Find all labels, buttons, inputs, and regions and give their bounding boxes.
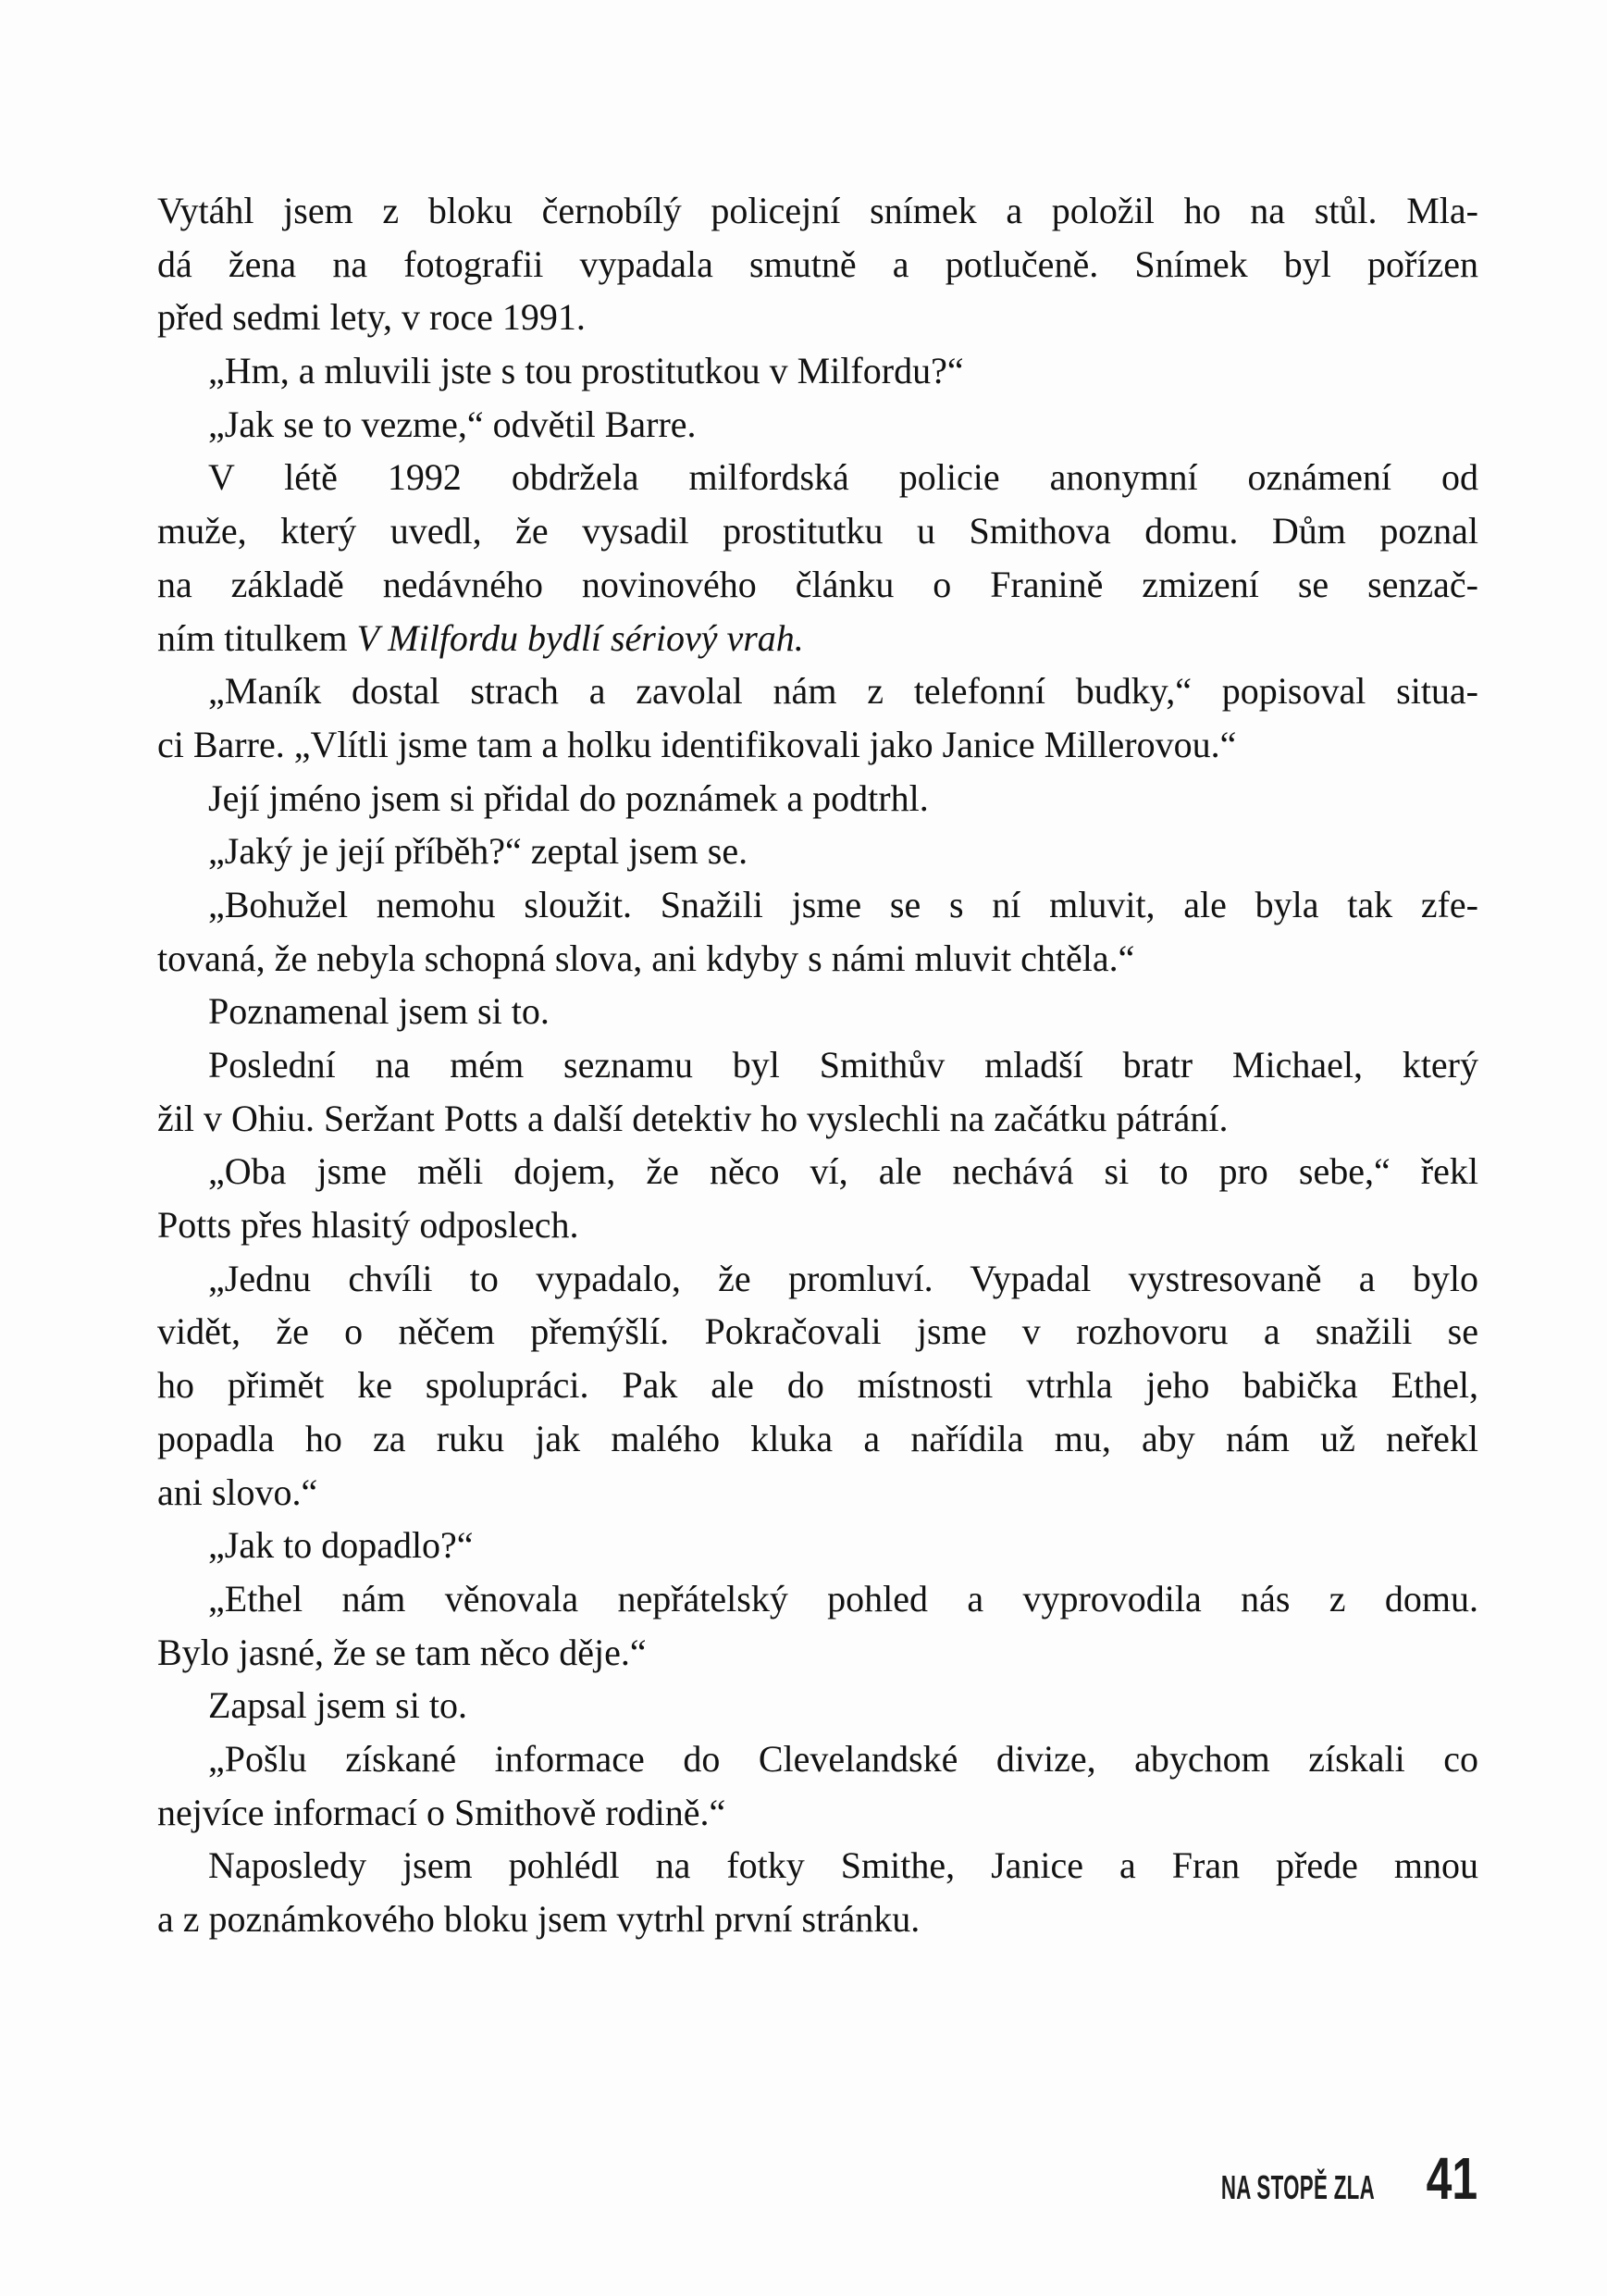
text-segment: „Hm, a mluvili jste s tou prostitutkou v Milfordu?“ — [208, 350, 964, 392]
text-line — [157, 718, 1478, 772]
text-segment: Naposledy jsem pohlédl na fotky Smithe, Janice a Fran přede mnou — [208, 1844, 1478, 1887]
text-line — [157, 1359, 1478, 1412]
text-line — [157, 184, 1478, 238]
text-segment: „Oba jsme měli dojem, že něco ví, ale nechává si to pro sebe,“ řekl — [208, 1150, 1478, 1193]
text-segment: Vytáhl jsem z bloku černobílý policejní snímek a položil ho na stůl. Mla- — [157, 190, 1478, 231]
text-line — [157, 1092, 1478, 1146]
text-line — [157, 1305, 1478, 1359]
text-line — [157, 1732, 1478, 1786]
text-segment: „Jak to dopadlo?“ — [208, 1524, 474, 1567]
running-title: NA STOPĚ ZLA — [1220, 2168, 1375, 2206]
text-line — [157, 1145, 1478, 1198]
text-line — [157, 1839, 1478, 1893]
text-line — [157, 1252, 1478, 1306]
text-segment: „Jednu chvíli to vypadalo, že promluví. Vypadal vystresovaně a bylo — [208, 1257, 1478, 1299]
text-segment: Její jméno jsem si přidal do poznámek a podtrhl. — [208, 776, 929, 819]
text-segment: Bylo jasné, že se tam něco děje.“ — [157, 1631, 647, 1673]
text-line — [157, 1786, 1478, 1840]
text-line — [157, 1572, 1478, 1626]
text-line — [157, 612, 1478, 665]
text-line — [157, 825, 1478, 878]
text-segment: „Pošlu získané informace do Clevelandské divize, abychom získali co — [208, 1737, 1478, 1780]
text-line — [157, 772, 1478, 825]
text-line — [157, 1198, 1478, 1252]
text-line — [157, 1038, 1478, 1092]
text-line — [157, 451, 1478, 504]
text-line — [157, 932, 1478, 986]
text-line — [157, 291, 1478, 344]
text-line — [157, 1412, 1478, 1466]
page-footer — [1127, 2145, 1477, 2212]
text-segment: „Ethel nám věnovala nepřátelský pohled a vyprovodila nás z domu. — [208, 1577, 1478, 1620]
text-segment: nejvíce informací o Smithově rodině.“ — [157, 1791, 726, 1833]
text-segment: „Bohužel nemohu sloužit. Snažili jsme se s ní mluvit, ale byla tak zfe- — [208, 883, 1478, 925]
text-line — [157, 1466, 1478, 1520]
text-segment: a z poznámkového bloku jsem vytrhl první stránku. — [157, 1898, 921, 1940]
text-segment: tovaná, že nebyla schopná slova, ani kdyby s námi mluvit chtěla.“ — [157, 937, 1135, 979]
text-segment: Poznamenal jsem si to. — [208, 990, 550, 1033]
text-segment: Zapsal jsem si to. — [208, 1684, 467, 1727]
text-segment: ci Barre. „Vlítli jsme tam a holku identifikovali jako Janice Millerovou.“ — [157, 723, 1237, 765]
text-line — [157, 878, 1478, 932]
text-line — [157, 664, 1478, 718]
text-segment: ním titulkem — [157, 616, 357, 659]
text-segment: na základě nedávného novinového článku o Franině zmizení se senzač- — [157, 563, 1478, 605]
text-segment: „Jaký je její příběh?“ zeptal jsem se. — [208, 830, 748, 873]
italic-text-segment: V Milfordu bydlí sériový vrah. — [356, 616, 804, 659]
text-line — [157, 1893, 1478, 1946]
text-segment: Potts přes hlasitý odposlech. — [157, 1204, 579, 1247]
text-segment: Poslední na mém seznamu byl Smithův mladší bratr Michael, který — [208, 1044, 1478, 1086]
text-line — [157, 238, 1478, 292]
text-line — [157, 1626, 1478, 1680]
text-line — [157, 398, 1478, 452]
text-segment: „Jak se to vezme,“ odvětil Barre. — [208, 403, 697, 445]
text-segment: „Maník dostal strach a zavolal nám z telefonní budky,“ popisoval situa- — [208, 670, 1478, 713]
text-segment: žil v Ohiu. Seržant Potts a další detektiv ho vyslechli na začátku pátrání. — [157, 1097, 1229, 1139]
text-line — [157, 558, 1478, 612]
text-line — [157, 504, 1478, 558]
text-segment: dá žena na fotografii vypadala smutně a potlučeně. Snímek byl pořízen — [157, 242, 1478, 285]
body-text — [157, 184, 1478, 1946]
text-segment: V létě 1992 obdržela milfordská policie anonymní oznámení od — [208, 456, 1478, 499]
text-line — [157, 1679, 1478, 1732]
text-segment: ho přimět ke spolupráci. Pak ale do místnosti vtrhla jeho babička Ethel, — [157, 1364, 1478, 1407]
text-segment: muže, který uvedl, že vysadil prostitutku u Smithova domu. Dům poznal — [157, 510, 1478, 552]
page-number: 41 — [1426, 2145, 1477, 2212]
text-line — [157, 1519, 1478, 1572]
text-line — [157, 985, 1478, 1038]
text-segment: vidět, že o něčem přemýšlí. Pokračovali jsme v rozhovoru a snažili se — [157, 1310, 1478, 1353]
text-line — [157, 344, 1478, 398]
text-segment: ani slovo.“ — [157, 1471, 318, 1513]
text-segment: před sedmi lety, v roce 1991. — [157, 296, 586, 339]
text-segment: popadla ho za ruku jak malého kluka a nařídila mu, aby nám už neřekl — [157, 1417, 1478, 1459]
